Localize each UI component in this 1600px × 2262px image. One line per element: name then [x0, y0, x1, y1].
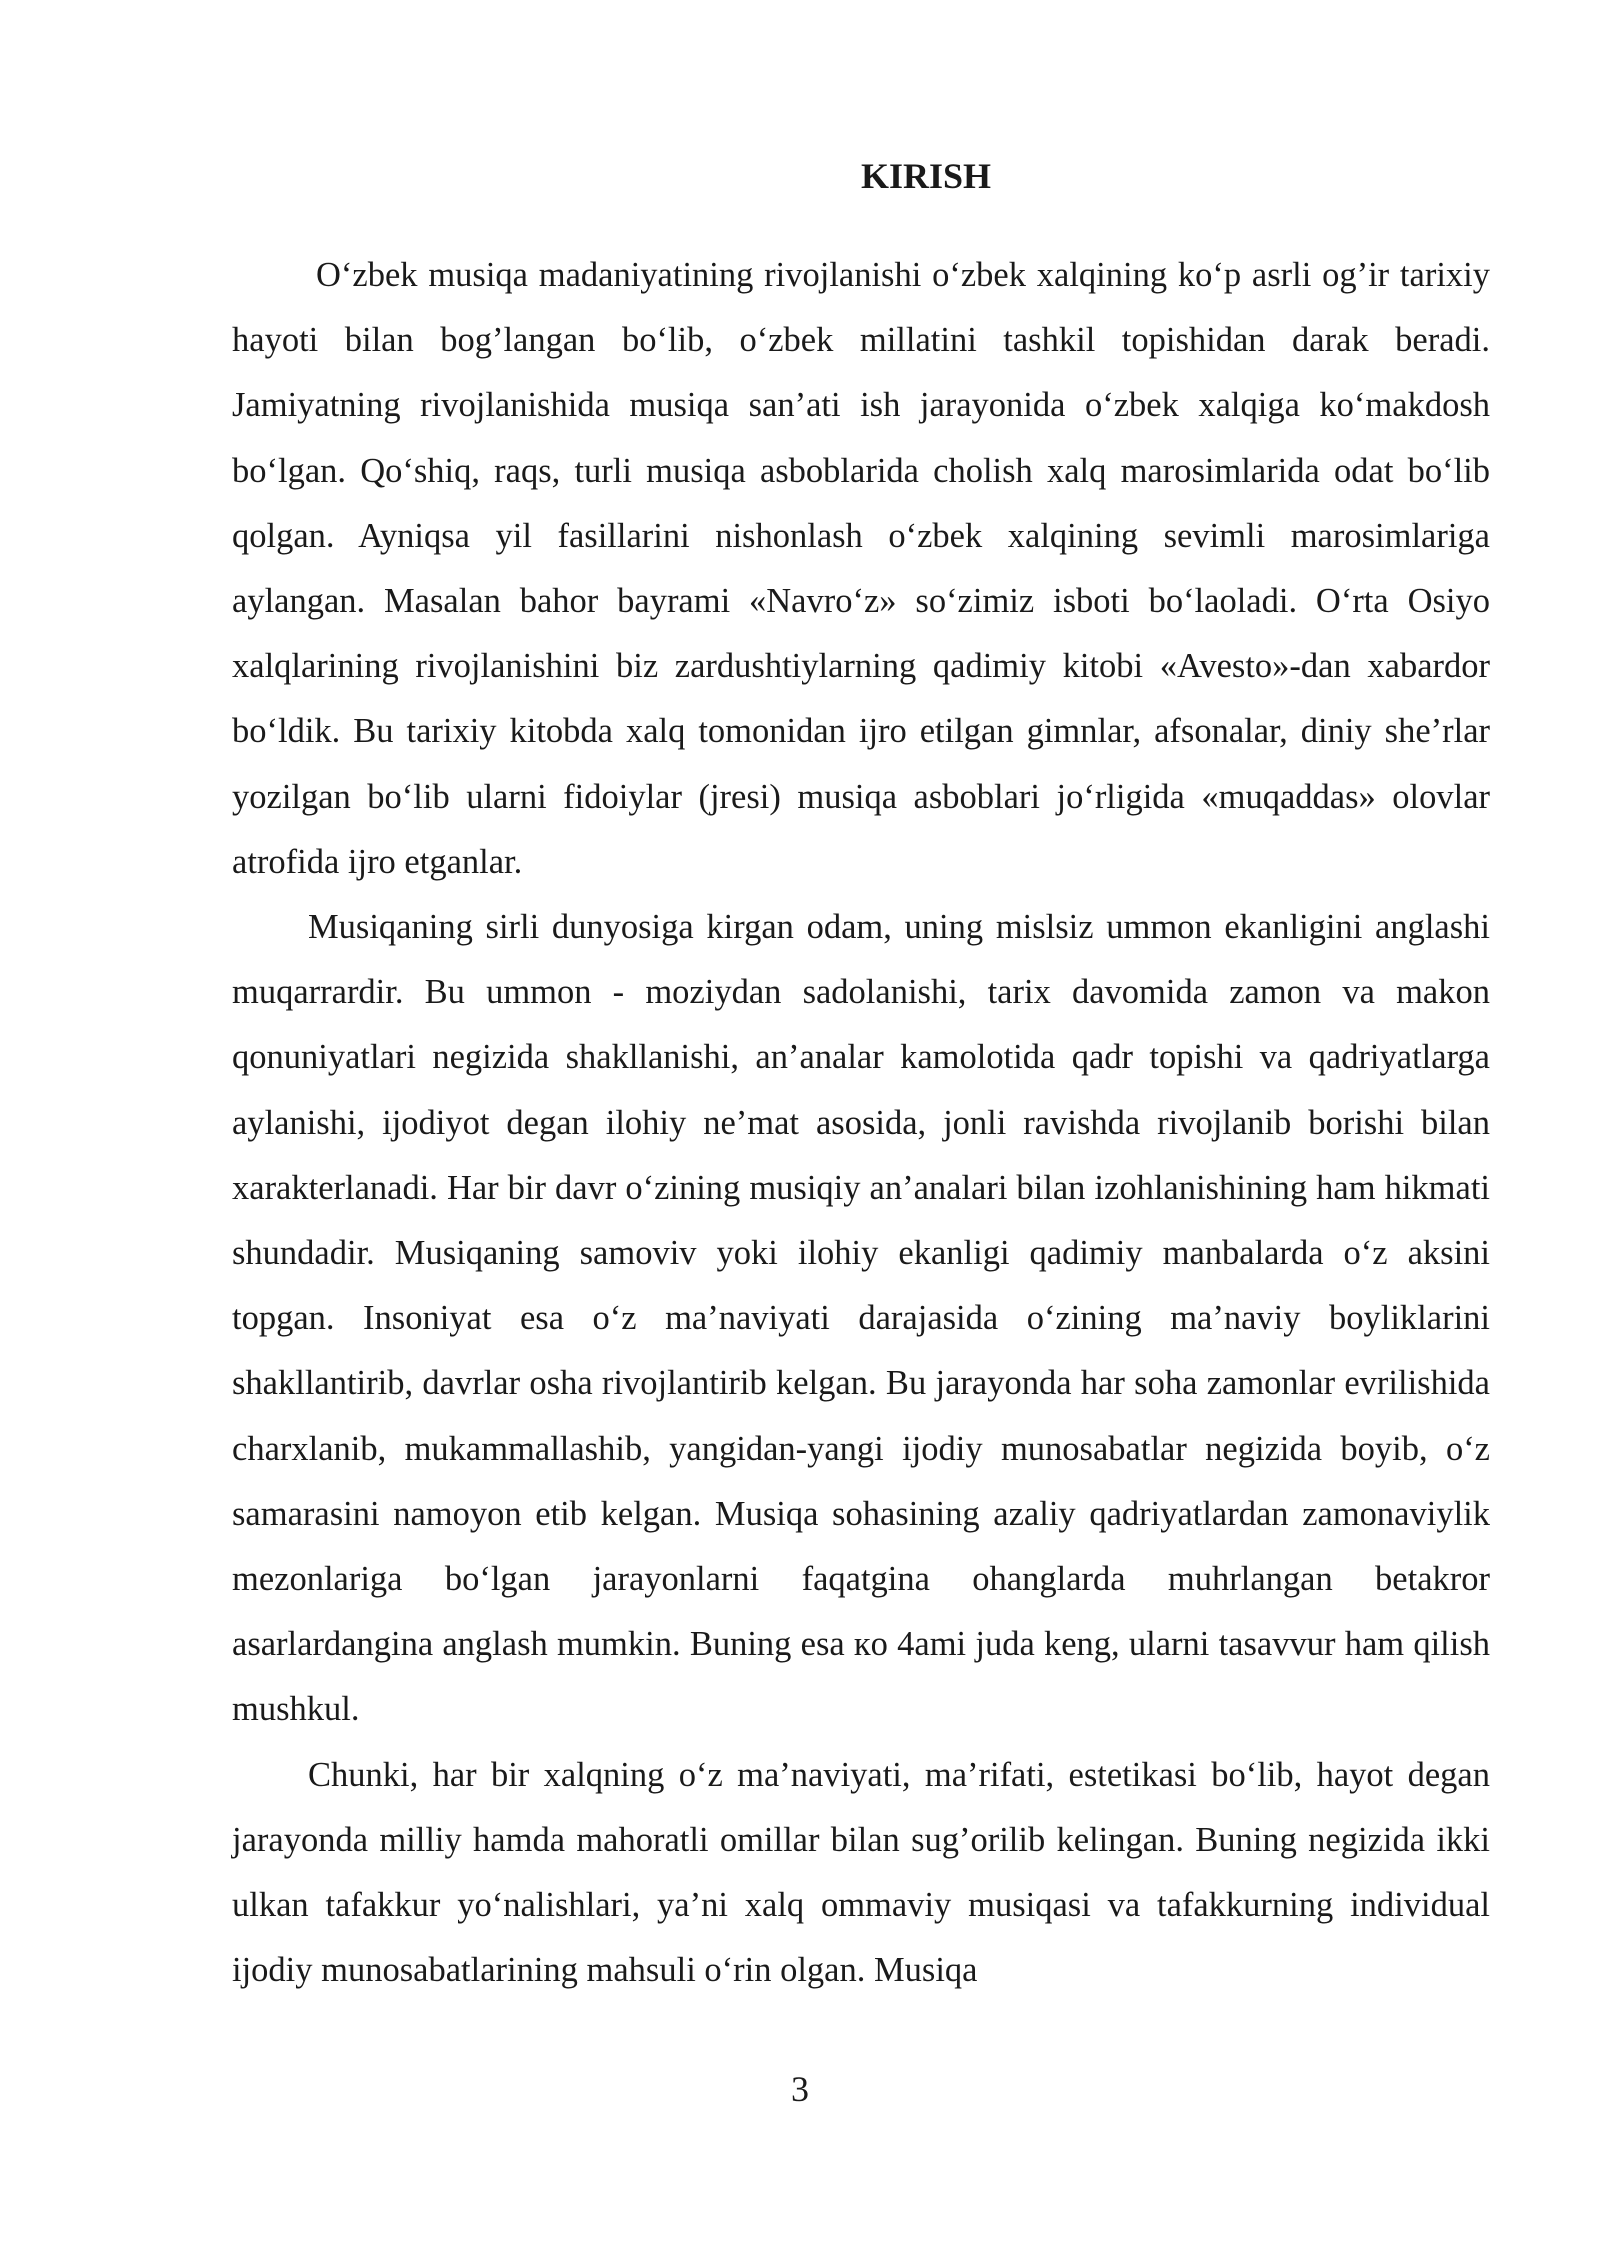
- page-number: 3: [791, 2069, 809, 2109]
- body-text: [232, 243, 1490, 2003]
- paragraph-3: Chunki, har bir xalqning o‘z ma’naviyati, ma’rifati, estetikasi bo‘lib, hayot degan jarayonda milliy hamda mahoratli omillar bilan sug’orilib kelingan. Buning negizida ikki ulkan tafakkur yo‘nalishlari, ya’ni xalq ommaviy musiqasi va tafakkurning individual ijodiy munosabatlarining mahsuli o‘rin olgan. Musiqa: [232, 1755, 1490, 1990]
- paragraph-2: Musiqaning sirli dunyosiga kirgan odam, uning mislsiz ummon ekanligini anglashi muqarrardir. Bu ummon - moziydan sadolanishi, tarix davomida zamon va makon qonuniyatlari negizida shakllanishi, an’analar kamolotida qadr topishi va qadriyatlarga aylanishi, ijodiyot degan ilohiy ne’mat asosida, jonli ravishda rivojlanib borishi bilan xarakterlanadi. Har bir davr o‘zining musiqiy an’analari bilan izohlanishining ham hikmati shundadir. Musiqaning samoviv yoki ilohiy ekanligi qadimiy manbalarda o‘z aksini topgan. Insoniyat esa o‘z ma’naviyati darajasida o‘zining ma’naviy boyliklarini shakllantirib, davrlar osha rivojlantirib kelgan. Bu jarayonda har soha zamonlar evrilishida charxlanib, mukammallashib, yangidan-yangi ijodiy munosabatlar negizida boyib, o‘z samarasini namoyon etib kelgan. Musiqa sohasining azaliy qadriyatlardan zamonaviylik mezonlariga bo‘lgan jarayonlarni faqatgina ohanglarda muhrlangan betakror asarlardangina anglash mumkin. Buning esa кo 4ami juda keng, ularni tasavvur ham qilish mushkul.: [232, 908, 1490, 1729]
- paragraph-1: O‘zbek musiqa madaniyatining rivojlanishi o‘zbek xalqining ko‘p asrli og’ir tarixiy hayoti bilan bog’langan bo‘lib, o‘zbek millatini tashkil topishidan darak beradi. Jamiyatning rivojlanishida musiqa san’ati ish jarayonida o‘zbek xalqiga ko‘makdosh bo‘lgan. Qo‘shiq, raqs, turli musiqa asboblarida cholish xalq marosimlarida odat bo‘lib qolgan. Ayniqsa yil fasillarini nishonlash o‘zbek xalqining sevimli marosimlariga aylangan. Masalan bahor bayrami «Navro‘z» so‘zimiz isboti bo‘laoladi. O‘rta Osiyo xalqlarining rivojlanishini biz zardushtiylarning qadimiy kitobi «Avesto»-dan xabardor bo‘ldik. Bu tarixiy kitobda xalq tomonidan ijro etilgan gimnlar, afsonalar, diniy she’rlar yozilgan bo‘lib ularni fidoiylar (jresi) musiqa asboblari jo‘rligida «muqaddas» olovlar atrofida ijro etganlar.: [232, 256, 1490, 881]
- page-title: KIRISH: [860, 156, 992, 196]
